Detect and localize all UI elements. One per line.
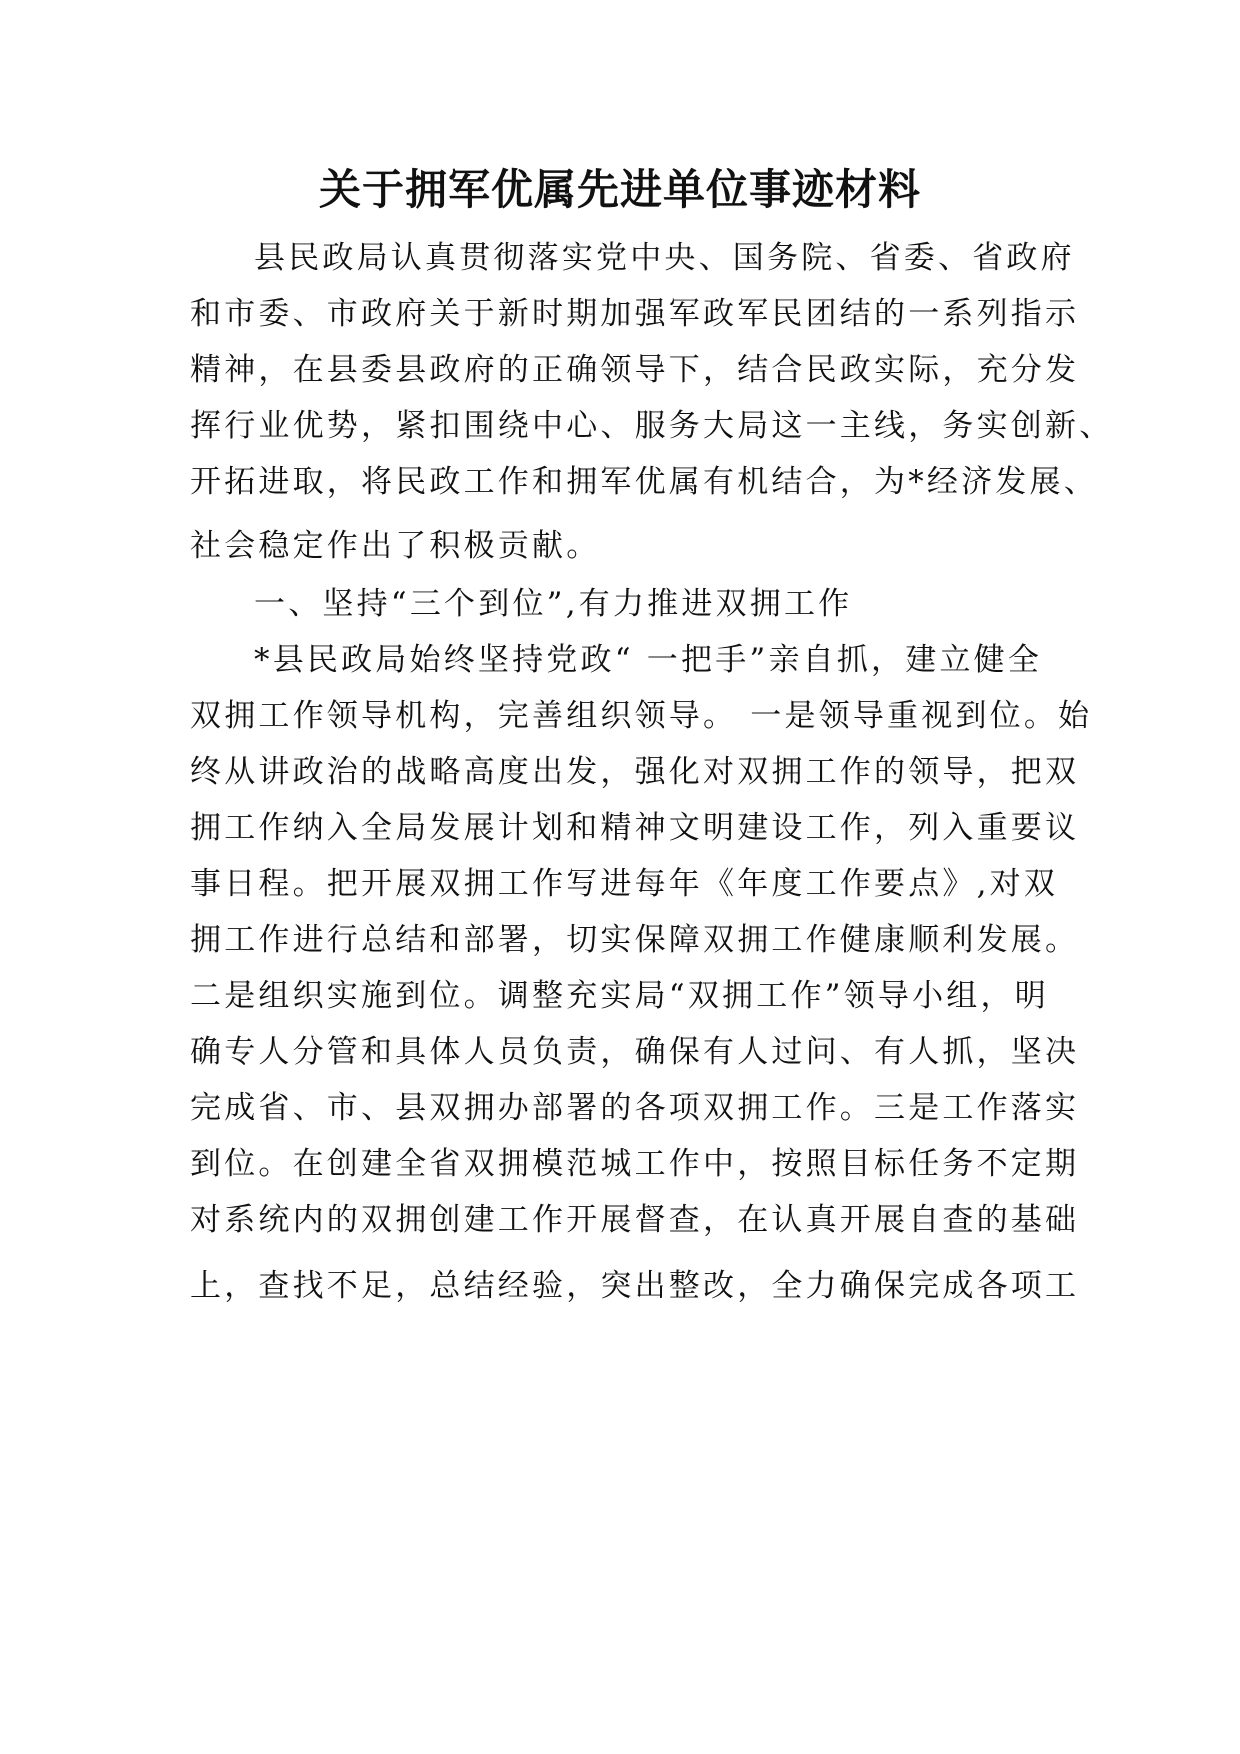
document-title: 关于拥军优属先进单位事迹材料 bbox=[318, 165, 921, 214]
paragraph2-line-5: 事日程。把开展双拥工作写进每年《年度工作要点》,对双 bbox=[190, 866, 1059, 902]
paragraph1-line-6: 社会稳定作出了积极贡献。 bbox=[190, 528, 601, 564]
section-heading-1: 一、坚持“三个到位”,有力推进双拥工作 bbox=[254, 586, 853, 622]
paragraph2-line-8: 确专人分管和具体人员负责，确保有人过问、有人抓，坚决 bbox=[190, 1034, 1080, 1070]
paragraph2-line-2: 双拥工作领导机构，完善组织领导。 一是领导重视到位。始 bbox=[190, 698, 1093, 734]
paragraph1-line-2: 和市委、市政府关于新时期加强军政军民团结的一系列指示 bbox=[190, 296, 1080, 332]
paragraph2-line-12: 上，查找不足，总结经验，突出整改，全力确保完成各项工 bbox=[190, 1268, 1080, 1304]
paragraph2-line-7: 二是组织实施到位。调整充实局“双拥工作”领导小组，明 bbox=[190, 978, 1049, 1014]
paragraph2-line-10: 到位。在创建全省双拥模范城工作中，按照目标任务不定期 bbox=[190, 1146, 1080, 1182]
paragraph2-line-3: 终从讲政治的战略高度出发，强化对双拥工作的领导，把双 bbox=[190, 754, 1080, 790]
paragraph1-line-4: 挥行业优势，紧扣围绕中心、服务大局这一主线，务实创新、 bbox=[190, 408, 1114, 444]
paragraph2-line-4: 拥工作纳入全局发展计划和精神文明建设工作，列入重要议 bbox=[190, 810, 1080, 846]
paragraph2-line-9: 完成省、市、县双拥办部署的各项双拥工作。三是工作落实 bbox=[190, 1090, 1080, 1126]
paragraph2-line-11: 对系统内的双拥创建工作开展督查，在认真开展自查的基础 bbox=[190, 1202, 1080, 1238]
paragraph2-line-1: *县民政局始终坚持党政“ 一把手”亲自抓，建立健全 bbox=[254, 642, 1043, 678]
paragraph1-line-1: 县民政局认真贯彻落实党中央、国务院、省委、省政府 bbox=[254, 240, 1075, 276]
paragraph1-line-5: 开拓进取，将民政工作和拥军优属有机结合，为*经济发展、 bbox=[190, 464, 1098, 500]
paragraph1-line-3: 精神，在县委县政府的正确领导下，结合民政实际，充分发 bbox=[190, 352, 1080, 388]
paragraph2-line-6: 拥工作进行总结和部署，切实保障双拥工作健康顺利发展。 bbox=[190, 922, 1080, 958]
